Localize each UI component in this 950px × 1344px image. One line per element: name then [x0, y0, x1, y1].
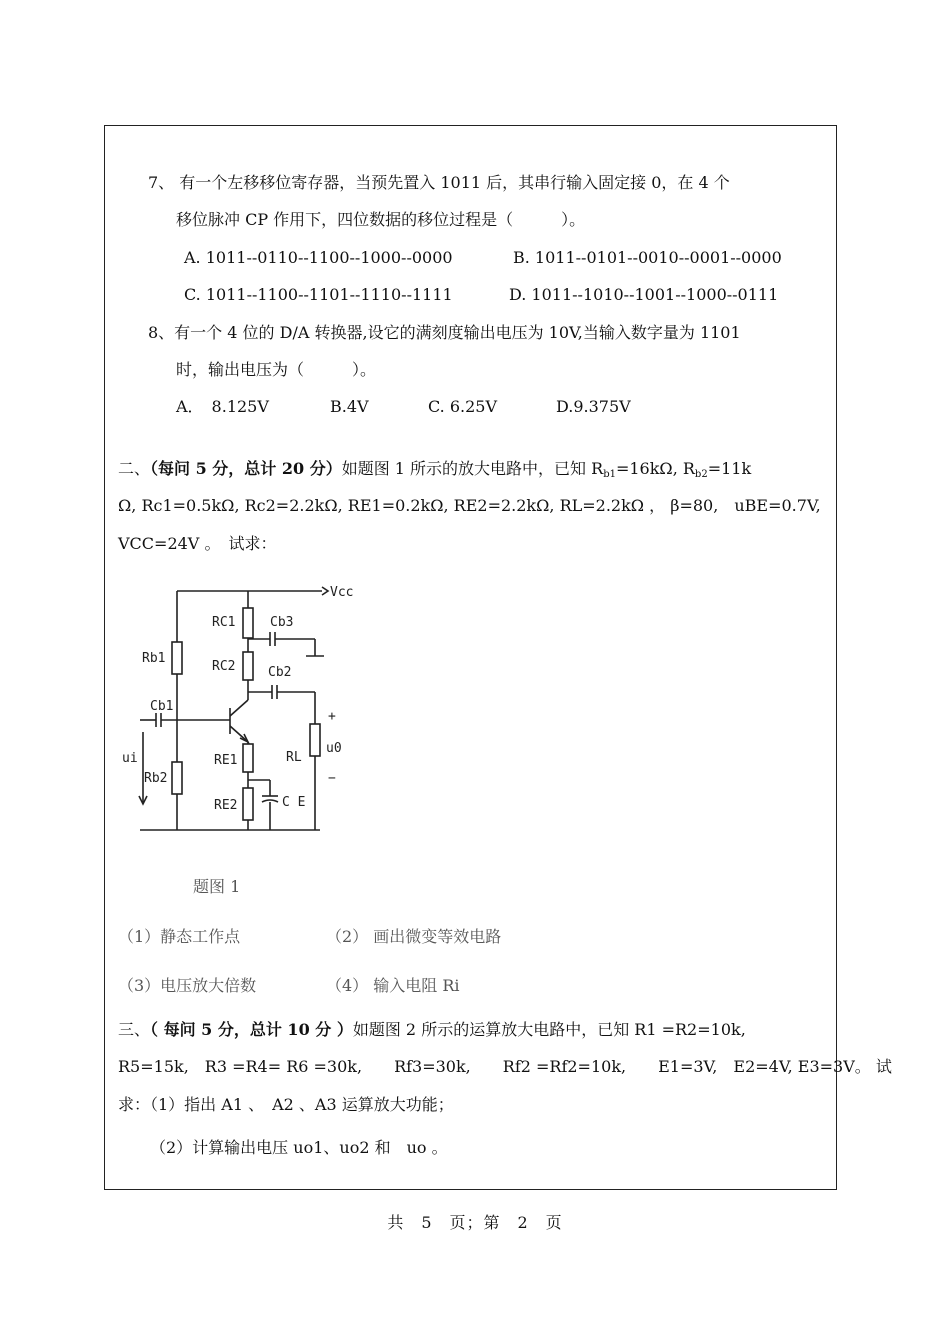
- vcc-arrow: [322, 587, 328, 595]
- label-re1: RE1: [214, 753, 238, 768]
- section2-sub-b2: b2: [694, 469, 708, 480]
- rb2-resistor: [172, 762, 182, 794]
- rb1-resistor: [172, 642, 182, 674]
- section2-lead: 二、: [118, 459, 151, 478]
- label-rl: RL: [286, 750, 302, 765]
- label-uo: u0: [326, 741, 342, 756]
- section3-score: （ 每问 5 分，总计 10 分 ）: [150, 1020, 353, 1039]
- rl-resistor: [310, 724, 320, 756]
- q8-option-b: B.4V: [330, 397, 369, 416]
- q7-option-d: D. 1011--1010--1001--1000--0111: [509, 285, 779, 304]
- section2-score: （每问 5 分，总计 20 分）: [150, 459, 342, 478]
- section2-line1: [118, 458, 751, 480]
- re1-resistor: [243, 744, 253, 772]
- label-rc2: RC2: [212, 659, 236, 674]
- section2-line3: VCC=24V 。 试求：: [118, 534, 277, 553]
- label-re2: RE2: [214, 798, 238, 813]
- section3-line4: （2）计算输出电压 uo1、uo2 和 uo 。: [150, 1138, 448, 1157]
- section2-sub3: （3）电压放大倍数: [118, 976, 257, 995]
- rc1-resistor: [243, 608, 253, 638]
- section2-sub1: （1）静态工作点: [118, 927, 241, 946]
- section3-line3: 求：（1）指出 A1 、 A2 、A3 运算放大功能；: [118, 1095, 454, 1114]
- section2-line2: Ω, Rc1=0.5kΩ, Rc2=2.2kΩ, RE1=0.2kΩ, RE2=2.2kΩ, RL=2.2kΩ ， β=80, uBE=0.7V,: [118, 496, 821, 515]
- section2-text1-end: =11k: [707, 459, 752, 478]
- q8-stem-line2: 时，输出电压为（ ）。: [176, 360, 377, 379]
- q7-stem-line1: 7、 有一个左移移位寄存器，当预先置入 1011 后，其串行输入固定接 0，在 4 个: [148, 173, 730, 192]
- label-cb1: Cb1: [150, 699, 174, 714]
- section2-text1: 如题图 1 所示的放大电路中，已知 R: [341, 459, 604, 478]
- q7-option-b: B. 1011--0101--0010--0001--0000: [513, 248, 782, 267]
- q8-option-d: D.9.375V: [556, 397, 631, 416]
- q8-option-c: C. 6.25V: [428, 397, 498, 416]
- rc2-resistor: [243, 652, 253, 680]
- re2-resistor: [243, 788, 253, 820]
- label-minus: −: [328, 771, 336, 786]
- label-cb3: Cb3: [270, 615, 294, 630]
- section3-lead: 三、: [118, 1020, 151, 1039]
- page-footer: 共 5 页；第 2 页: [387, 1213, 563, 1232]
- section2-text1-tail: =16kΩ, R: [615, 459, 695, 478]
- section2-sub-b1: b1: [603, 469, 616, 480]
- q8-option-a: A． 8.125V: [176, 397, 269, 416]
- section3-line2: R5=15k, R3 =R4= R6 =30k, Rf3=30k, Rf2 =Rf2=10k, E1=3V, E2=4V, E3=3V。 试: [118, 1057, 892, 1076]
- label-rb2: Rb2: [144, 771, 168, 786]
- label-vcc: Vcc: [330, 585, 354, 600]
- q7-option-a: A. 1011--0110--1100--1000--0000: [184, 248, 453, 267]
- label-cb2: Cb2: [268, 665, 292, 680]
- label-rc1: RC1: [212, 615, 236, 630]
- section2-sub2: （2） 画出微变等效电路: [326, 927, 502, 946]
- q7-option-c: C. 1011--1100--1101--1110--1111: [184, 285, 453, 304]
- label-rb1: Rb1: [142, 651, 166, 666]
- q7-stem-line2: 移位脉冲 CP 作用下，四位数据的移位过程是（ ）。: [176, 210, 586, 229]
- label-ce: C E: [282, 795, 306, 810]
- section3-line1: [118, 1019, 746, 1041]
- q8-stem-line1: 8、有一个 4 位的 D/A 转换器,设它的满刻度输出电压为 10V,当输入数字量为 1101: [148, 323, 741, 342]
- amplifier-circuit-diagram: [122, 572, 370, 840]
- section2-sub4: （4） 输入电阻 Ri: [326, 976, 460, 995]
- ce-capacitor-plate-bottom: [262, 800, 278, 802]
- label-plus: +: [328, 709, 336, 724]
- label-ui: ui: [122, 751, 138, 766]
- section3-text1: 如题图 2 所示的运算放大电路中，已知 R1 =R2=10k,: [352, 1020, 746, 1039]
- figure-caption: 题图 1: [193, 877, 241, 896]
